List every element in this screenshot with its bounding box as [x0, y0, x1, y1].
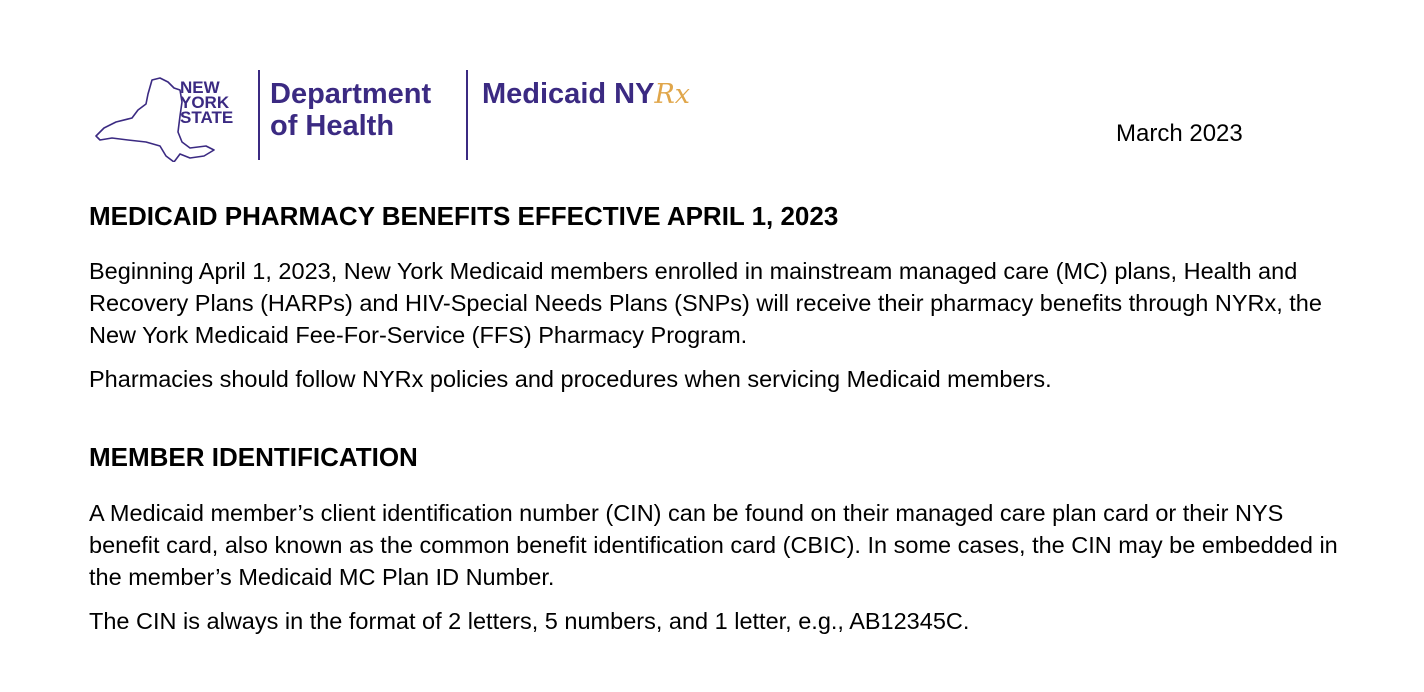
document-body [89, 199, 1349, 637]
letterhead [88, 66, 1348, 166]
wordmark-line-3: STATE [180, 108, 234, 127]
section-heading-pharmacy-benefits: MEDICAID PHARMACY BENEFITS EFFECTIVE APRIL 1, 2023 [89, 201, 839, 231]
department-line-1: Department [270, 78, 432, 110]
department-line-2: of Health [270, 110, 395, 142]
rx-logo-text: Rx [654, 79, 690, 110]
paragraph-benefits-overview: Beginning April 1, 2023, New York Medicaid members enrolled in mainstream managed care (MC) plans, Health and Recovery Plans (HARPs) and HIV-Special Needs Plans (SNPs) will receive their pharmacy benefits through NYRx, the New York Medicaid Fee-For-Service (FFS) Pharmacy Program. [89, 258, 1322, 348]
department-of-health-wordmark [270, 78, 431, 142]
logo-divider-2 [466, 70, 468, 160]
document-date: March 2023 [1116, 120, 1243, 147]
new-york-state-wordmark [180, 80, 233, 125]
section-heading-member-identification: MEMBER IDENTIFICATION [89, 442, 418, 472]
logo-divider-1 [258, 70, 260, 160]
wordmark-line-1: NEW [180, 78, 220, 97]
paragraph-pharmacy-guidance: Pharmacies should follow NYRx policies and procedures when servicing Medicaid members. [89, 366, 1052, 392]
paragraph-cin-format: The CIN is always in the format of 2 letters, 5 numbers, and 1 letter, e.g., AB12345C. [89, 608, 970, 634]
medicaid-ny-text: Medicaid NY [482, 78, 655, 110]
medicaid-nyrx-wordmark [482, 78, 690, 111]
wordmark-line-2: YORK [180, 93, 230, 112]
paragraph-cin-location: A Medicaid member’s client identification number (CIN) can be found on their managed care plan card or their NYS benefit card, also known as the common benefit identification card (CBIC). In some cases, the CIN may be embedded in the member’s Medicaid MC Plan ID Number. [89, 500, 1338, 590]
